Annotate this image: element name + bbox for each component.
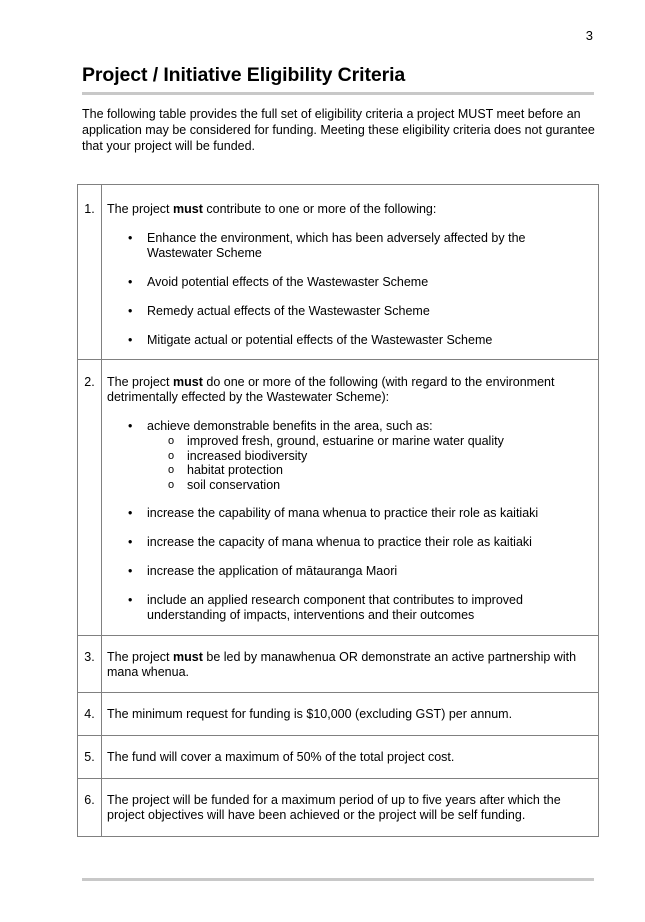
intro-line: The following table provides the full set of eligibility criteria a project MUST meet before an [82,107,581,121]
list-item: • Mitigate actual or potential effects of the Wastewaster Scheme [128,333,493,347]
criteria-row-4 [78,693,599,736]
criteria-row-5 [78,736,599,779]
intro-paragraph [82,106,598,154]
hollow-bullet-icon: o [168,435,175,447]
criteria-body [102,693,599,736]
footer-divider [82,878,594,881]
hollow-bullet-icon: o [168,449,175,462]
sub-list-item: o improved fresh, ground, estuarine or marine water quality [168,434,504,448]
eligibility-criteria-table [77,184,599,837]
bullet-icon: • [128,593,133,607]
list-item: • increase the capacity of mana whenua to practice their role as kaitiaki [128,535,532,549]
hollow-bullet-icon: o [168,478,175,491]
criteria-body [102,736,599,779]
criteria-row-3 [78,636,599,693]
list-item: • Avoid potential effects of the Wastewaster Scheme [128,275,429,289]
list-item: • Remedy actual effects of the Wastewaster Scheme [128,304,430,318]
bullet-icon: • [128,333,133,347]
page-title: Project / Initiative Eligibility Criteria [82,64,594,95]
criteria-text: The project will be funded for a maximum period of up to five years after which the project objectives will have been achieved or the project will be self funding. [107,793,561,822]
criteria-body [102,185,599,360]
bullet-list [107,231,592,348]
bullet-list [107,419,592,623]
list-item: • Enhance the environment, which has been adversely affected by the Wastewater Scheme [128,231,526,260]
criteria-row-1 [78,185,599,360]
criteria-body [102,636,599,693]
bullet-icon: • [128,231,133,245]
criteria-number [78,736,102,779]
list-item: • increase the capability of mana whenua to practice their role as kaitiaki [128,506,539,520]
bullet-icon: • [128,304,133,318]
criteria-number [78,636,102,693]
criteria-text: The project must be led by manawhenua OR demonstrate an active partnership with mana whenua. [107,650,577,679]
page-number: 3 [585,28,593,43]
bullet-icon: • [128,275,133,289]
intro-line: that your project will be funded. [82,139,256,153]
criteria-row-6 [78,779,599,837]
emphasis-must: must [173,202,203,216]
criteria-number-text: 2. [84,375,95,389]
criteria-number-text: 4. [84,707,95,721]
criteria-number [78,360,102,636]
intro-line: application may be considered for funding. Meeting these eligibility criteria does not gurantee [82,123,595,137]
emphasis-must: must [173,375,203,389]
criteria-text: The fund will cover a maximum of 50% of the total project cost. [107,750,455,764]
bullet-icon: • [128,535,133,549]
criteria-number-text: 6. [84,793,95,807]
criteria-text: The project must do one or more of the following (with regard to the environment detrimentally effected by the Wastewater Scheme): [107,375,555,404]
criteria-text: The project must contribute to one or more of the following: [107,202,437,216]
criteria-body [102,779,599,837]
criteria-row-2 [78,360,599,636]
criteria-number-text: 1. [84,202,95,216]
criteria-number [78,693,102,736]
emphasis-must: must [173,650,203,664]
sub-list-item: o increased biodiversity [168,448,308,463]
sub-bullet-list [147,434,592,492]
criteria-number [78,185,102,360]
sub-list-item: o habitat protection [168,463,283,477]
criteria-text: The minimum request for funding is $10,000 (excluding GST) per annum. [107,707,513,721]
criteria-number [78,779,102,837]
hollow-bullet-icon: o [168,464,175,476]
list-item: • achieve demonstrable benefits in the area, such as: o improved fresh, ground, estuarine or marine water quality o increased biodiversity o habitat protection o soil conservation [107,419,592,492]
criteria-number-text: 5. [84,750,95,764]
bullet-icon: • [128,564,133,578]
bullet-icon: • [128,506,133,520]
criteria-number-text: 3. [84,650,95,664]
bullet-icon: • [128,419,133,433]
list-item: • include an applied research component that contributes to improved understanding of impacts, interventions and their outcomes [128,593,523,622]
list-item: • increase the application of mātauranga Maori [128,564,398,578]
sub-list-item: o soil conservation [168,477,281,492]
criteria-body [102,360,599,636]
